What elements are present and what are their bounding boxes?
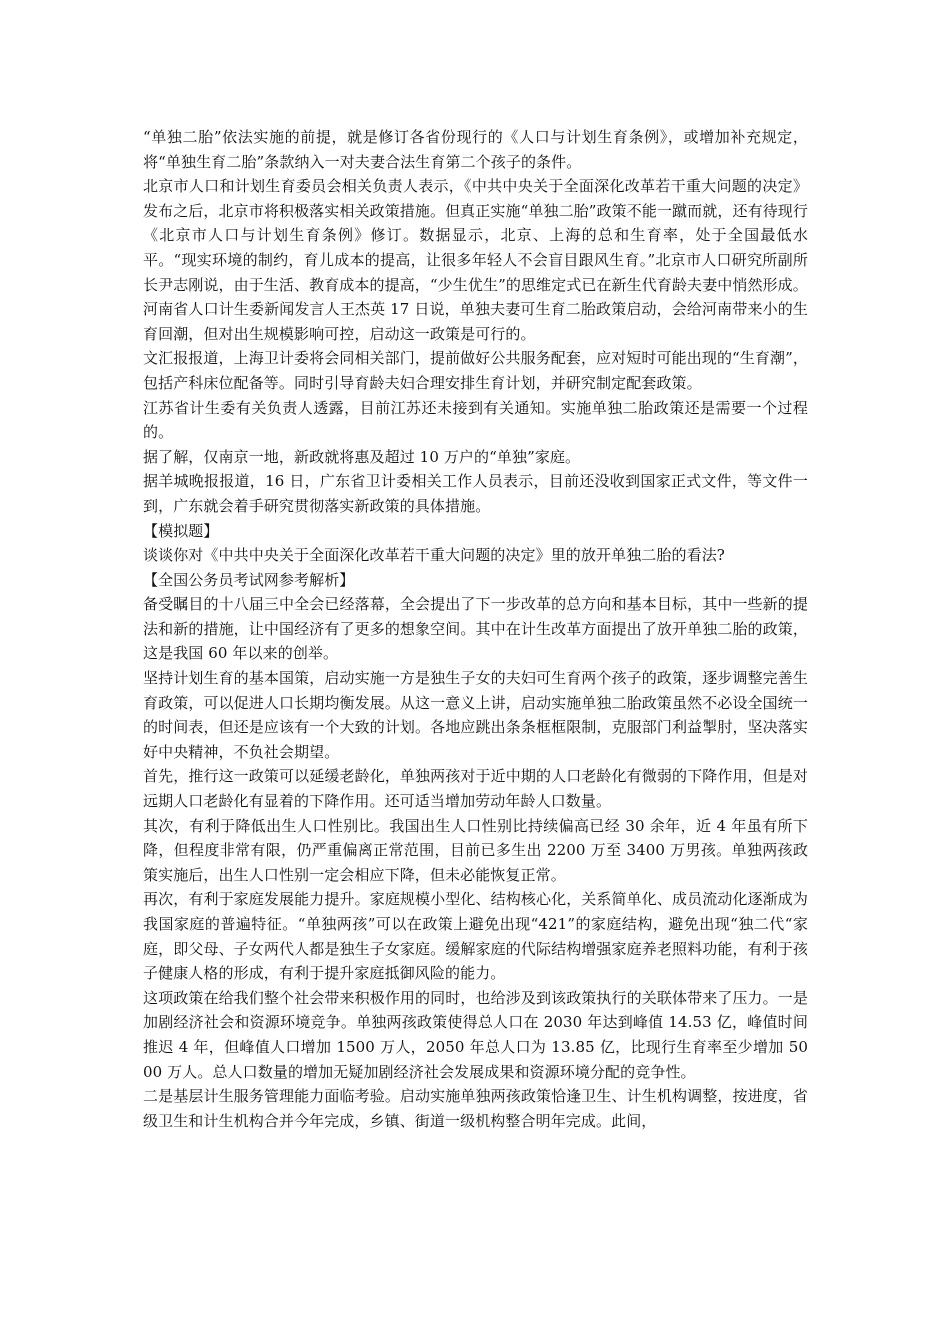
paragraph-basic-policy: 坚持计划生育的基本国策，启动实施一方是独生子女的夫妇可生育两个孩子的政策，逐步调整完善生育政策，可以促进人口长期均衡发展。从这一意义上讲，启动实施单独二胎政策虽然不必设全国统一的时间表，但还是应该有一个大致的计划。各地应跳出条条框框限制，克服部门利益掣肘，坚决落实好中央精神，不负社会期望。 xyxy=(143,669,808,761)
paragraph-guangdong: 据羊城晚报报道，16 日，广东省卫计委相关工作人员表示，目前还没收到国家正式文件，等文件一到，广东就会着手研究贯彻落实新政策的具体措施。 xyxy=(143,472,808,515)
paragraph-nanjing: 据了解，仅南京一地，新政就将惠及超过 10 万户的“单独”家庭。 xyxy=(143,447,581,466)
paragraph-shanghai: 文汇报报道，上海卫计委将会同相关部门，提前做好公共服务配套，应对短时可能出现的“生育潮”，包括产科床位配备等。同时引导育龄夫妇合理安排生育计划，并研究制定配套政策。 xyxy=(143,349,808,392)
paragraph-analysis-intro: 备受瞩目的十八届三中全会已经落幕，全会提出了下一步改革的总方向和基本目标，其中一些新的提法和新的措施，让中国经济有了更多的想象空间。其中在计生改革方面提出了放开单独二胎的政策，这是我国 60 年以来的创举。 xyxy=(143,595,808,663)
paragraph-beijing: 北京市人口和计划生育委员会相关负责人表示，《中共中央关于全面深化改革若干重大问题的决定》发布之后，北京市将积极落实相关政策措施。但真正实施“单独二胎”政策不能一蹴而就，还有待现行《北京市人口与计划生育条例》修订。数据显示，北京、上海的总和生育率，处于全国最低水平。“现实环境的制约，育儿成本的提高，让很多年轻人不会盲目跟风生育。”北京市人口研究所副所长尹志刚说，由于生活、教育成本的提高，“少生优生”的思维定式已在新生代育龄夫妻中悄然形成。 xyxy=(143,177,808,294)
paragraph-pressure: 这项政策在给我们整个社会带来积极作用的同时，也给涉及到该政策执行的关联体带来了压力。一是加剧经济社会和资源环境竞争。单独两孩政策使得总人口在 2030 年达到峰值 14.53 亿，峰值时间推迟 4 年，但峰值人口增加 1500 万人，2050 年总人口为 13.85 亿，比现行生育率至少增加 5000 万人。总人口数量的增加无疑加剧经济社会发展成果和资源环境分配的竞争性。 xyxy=(143,988,808,1081)
section-heading-mock-question: 【模拟题】 xyxy=(143,521,219,540)
paragraph-policy-premise: “单独二胎”依法实施的前提，就是修订各省份现行的《人口与计划生育条例》，或增加补充规定，将“单独生育二胎”条款纳入一对夫妻合法生育第二个孩子的条件。 xyxy=(143,128,808,171)
document-body xyxy=(143,125,808,1133)
paragraph-third-point: 再次，有利于家庭发展能力提升。家庭规模小型化、结构核心化，关系简单化、成员流动化逐渐成为我国家庭的普遍特征。“单独两孩”可以在政策上避免出现“421”的家庭结构，避免出现“独二代“家庭，即父母、子女两代人都是独生子女家庭。缓解家庭的代际结构增强家庭养老照料功能，有利于孩子健康人格的形成，有利于提升家庭抵御风险的能力。 xyxy=(143,890,808,983)
paragraph-second-point: 其次，有利于降低出生人口性别比。我国出生人口性别比持续偏高已经 30 余年，近 4 年虽有所下降，但程度非常有限，仍严重偏离正常范围，目前已多生出 2200 万至 3400 万男孩。单独两孩政策实施后，出生人口性别一定会相应下降，但未必能恢复正常。 xyxy=(143,816,808,884)
paragraph-grassroots: 二是基层计生服务管理能力面临考验。启动实施单独两孩政策恰逢卫生、计生机构调整，按进度，省级卫生和计生机构合并今年完成，乡镇、街道一级机构整合明年完成。此间， xyxy=(143,1087,808,1130)
paragraph-question: 谈谈你对《中共中央关于全面深化改革若干重大问题的决定》里的放开单独二胎的看法? xyxy=(143,546,725,565)
paragraph-jiangsu: 江苏省计生委有关负责人透露，目前江苏还未接到有关通知。实施单独二胎政策还是需要一个过程的。 xyxy=(143,398,808,442)
paragraph-first-point: 首先，推行这一政策可以延缓老龄化，单独两孩对于近中期的人口老龄化有微弱的下降作用，但是对远期人口老龄化有显着的下降作用。还可适当增加劳动年龄人口数量。 xyxy=(143,767,808,811)
paragraph-henan: 河南省人口计生委新闻发言人王杰英 17 日说，单独夫妻可生育二胎政策启动，会给河南带来小的生育回潮，但对出生规模影响可控，启动这一政策是可行的。 xyxy=(143,300,808,343)
section-heading-analysis: 【全国公务员考试网参考解析】 xyxy=(143,570,355,589)
